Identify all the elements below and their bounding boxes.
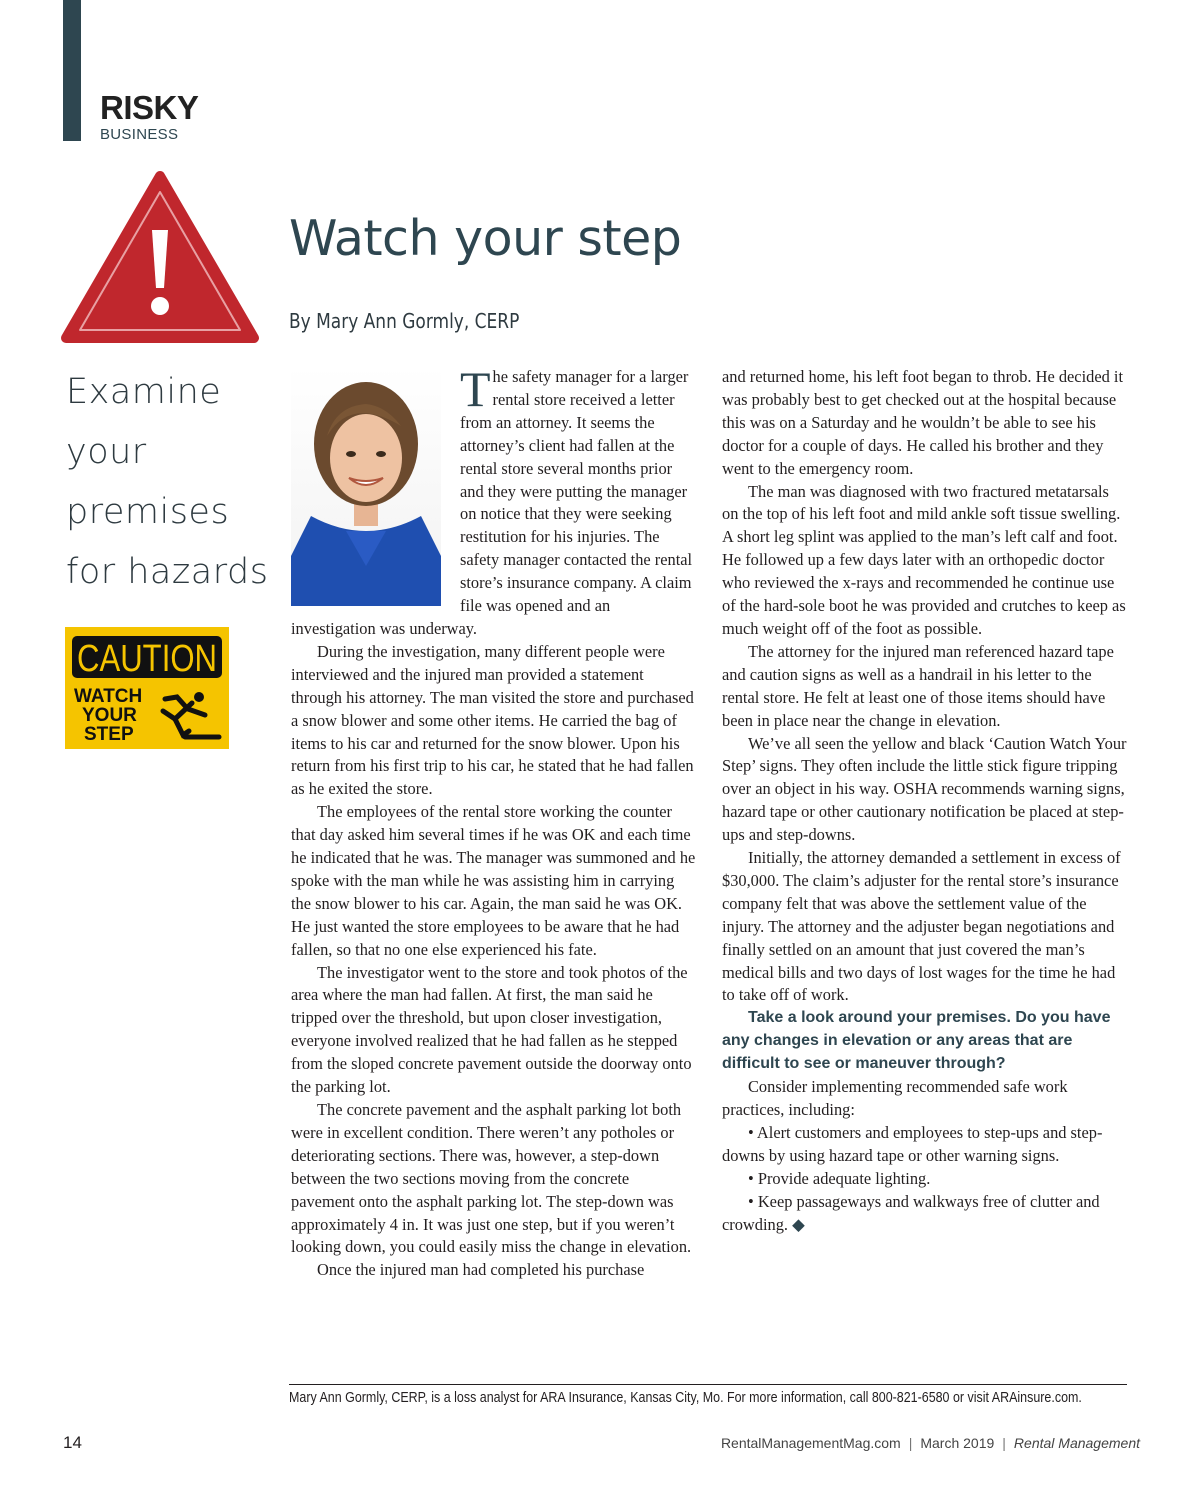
section-accent-bar xyxy=(63,0,81,141)
article-paragraph: The investigator went to the store and took photos of the area where the man had fallen. At first, the man said he tripped over the threshold, but upon closer investigation, everyone involved realized that he had fallen as he stepped from the sloped concrete pavement outside the doorway onto the parking lot. xyxy=(291,962,692,1097)
bullet-item: • Alert customers and employees to step-ups and step-downs by using hazard tape or other warning signs. xyxy=(722,1122,1103,1165)
pullquote-line: premises xyxy=(66,492,230,532)
caution-sign-line: STEP xyxy=(84,724,134,745)
footnote-divider xyxy=(289,1384,1127,1385)
article-paragraph: Consider implementing recommended safe work practices, including: xyxy=(722,1077,1068,1119)
article-paragraph: We’ve all seen the yellow and black ‘Caution Watch Your Step’ signs. They often include the little stick figure tripping over an object in his way. OSHA recommends warning signs, hazard tape or other cautionary notification be placed at step-ups and step-downs. xyxy=(722,733,1127,845)
author-footnote: Mary Ann Gormly, CERP, is a loss analyst for ARA Insurance, Kansas City, Mo. For more information, call 800-821-6580 or visit ARAinsure.com. xyxy=(289,1390,1082,1406)
pullquote-line: for hazards xyxy=(66,552,269,592)
section-title: RISKY xyxy=(100,89,199,126)
warning-triangle-icon xyxy=(60,170,260,345)
footer-issue: March 2019 xyxy=(920,1435,995,1451)
page-number: 14 xyxy=(63,1433,82,1452)
pullquote-line: your xyxy=(66,432,147,472)
footer-separator: | xyxy=(908,1435,913,1451)
callout-question: Take a look around your premises. Do you have any changes in elevation or any areas that are difficult to see or maneuver through? xyxy=(722,1009,1111,1073)
article-paragraph: Once the injured man had completed his purchase xyxy=(317,1260,645,1280)
article-column-1 xyxy=(291,361,696,1282)
article-paragraph: and returned home, his left foot began to throb. He decided it was probably best to get checked out at the hospital because this was on a Saturday and he wouldn’t be able to see his doctor for a couple of days. He called his brother and they went to the emergency room. xyxy=(722,367,1123,478)
article-paragraph: The safety manager for a larger rental store received a letter from an attorney. It seems the attorney’s client had fallen at the rental store several months prior and they were putting the manager on notice that they were seeking restitution for his injuries. The safety manager contacted the rental store’s insurance company. A claim file was opened and an investigation was underway. xyxy=(291,361,693,638)
caution-sign-title: CAUTION xyxy=(77,638,217,680)
article-paragraph: During the investigation, many different people were interviewed and the injured man provided a statement through his attorney. The man visited the store and purchased a snow blower and some other items. He carried the bag of items to his car and returned for the snow blower. Upon his return from his first trip to his car, he stated that he had fallen as he exited the store. xyxy=(291,641,694,799)
author-photo xyxy=(291,366,441,606)
footer-separator: | xyxy=(1002,1435,1006,1451)
section-subtitle: BUSINESS xyxy=(100,126,179,143)
article-paragraph: Initially, the attorney demanded a settlement in excess of $30,000. The claim’s adjuster for the rental store’s insurance company felt that was above the settlement value of the injury. The attorney and the adjuster began negotiations and finally settled on an amount that just covered the man’s medical bills and two days of lost wages for the time he had to take off of work. xyxy=(722,848,1121,1005)
end-mark-icon: ◆ xyxy=(792,1214,805,1234)
footer-magazine: Rental Management xyxy=(1013,1435,1140,1451)
article-title: Watch your step xyxy=(289,210,682,267)
article-paragraph: The attorney for the injured man referenced hazard tape and caution signs as well as a handrail in his letter to the rental store. He felt at least one of those items should have been in place near the change in elevation. xyxy=(722,641,1114,730)
caution-sign-line: YOUR xyxy=(82,705,137,726)
article-paragraph: The man was diagnosed with two fractured metatarsals on the top of his left foot and mild ankle soft tissue swelling. A short leg splint was applied to the man’s left calf and foot. He followed up a few days later with an orthopedic doctor who reviewed the x-rays and recommended he continue use of the hard-sole boot he was provided and crutches to keep as much weight off of the foot as possible. xyxy=(722,481,1126,638)
drop-cap: T xyxy=(460,361,491,417)
article-column-2 xyxy=(722,366,1127,1236)
caution-sign-line: WATCH xyxy=(74,686,143,707)
article-paragraph: The employees of the rental store working the counter that day asked him several times if he was OK and each time he indicated that he was. The manager was summoned and he spoke with the man while he was assisting him in carrying the snow blower to his car. Again, the man said he was OK. He just wanted the store employees to be aware that he had fallen, so that no one else experienced his fate. xyxy=(291,802,696,959)
article-paragraph: The concrete pavement and the asphalt parking lot both were in excellent condition. There weren’t any potholes or deteriorating sections. There was, however, a step-down between the two sections moving from the concrete pavement onto the asphalt parking lot. The step-down was approximately 4 in. It was just one step, but if you weren’t looking down, you could easily miss the change in elevation. xyxy=(291,1100,692,1257)
footer-site: RentalManagementMag.com xyxy=(720,1435,901,1451)
caution-sign xyxy=(65,627,229,749)
bullet-item: • Keep passageways and walkways free of clutter and crowding. ◆ xyxy=(722,1191,1100,1234)
page-footer xyxy=(721,1435,1140,1451)
byline: By Mary Ann Gormly, CERP xyxy=(289,309,520,333)
pullquote xyxy=(66,362,276,602)
bullet-item: • Provide adequate lighting. xyxy=(748,1168,931,1188)
pullquote-line: Examine xyxy=(66,372,222,412)
